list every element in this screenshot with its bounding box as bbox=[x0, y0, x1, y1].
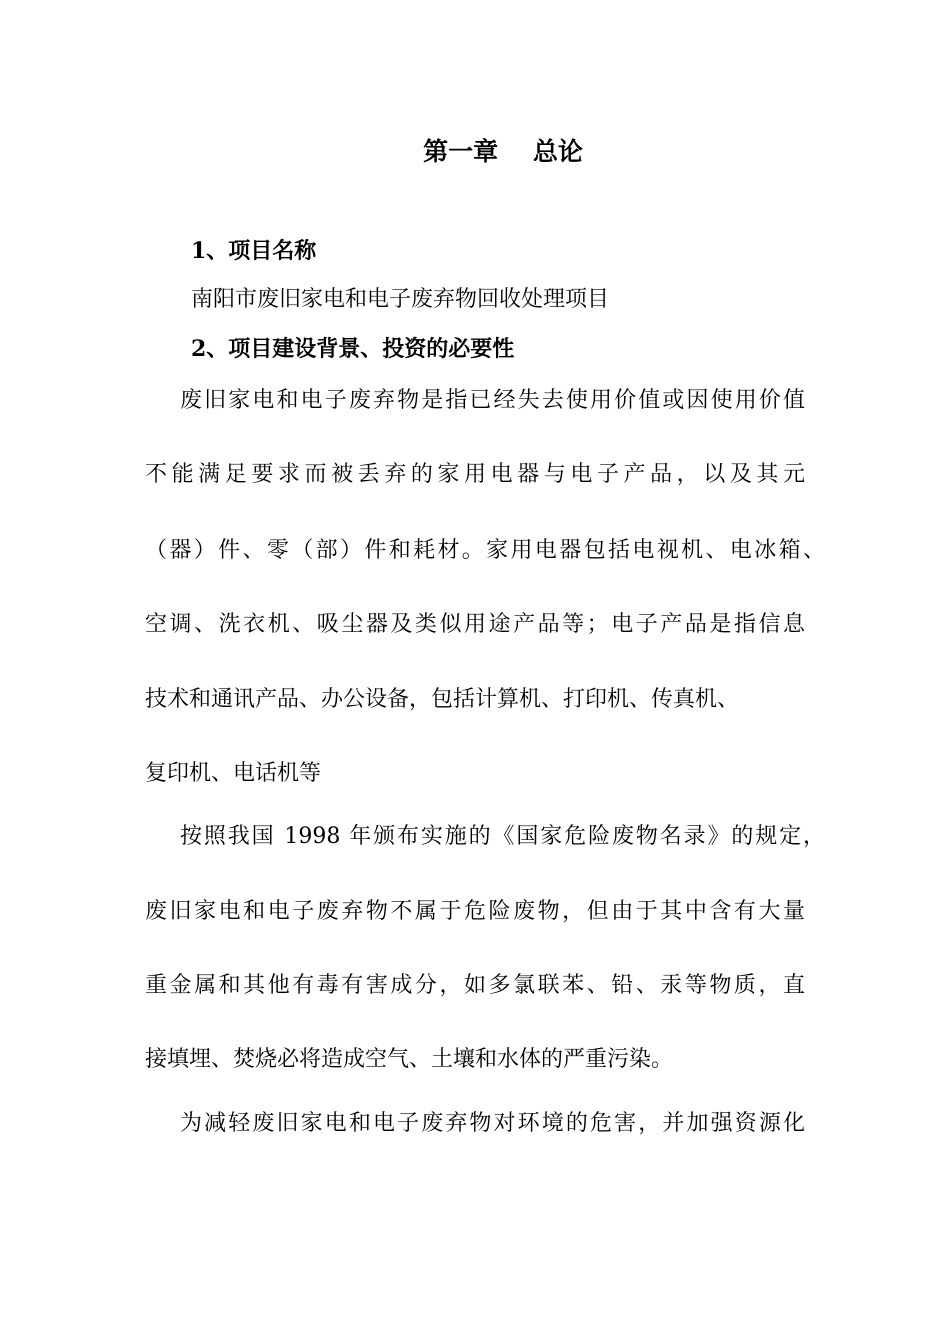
paragraph-1-line-2: 不能满足要求而被丢弃的家用电器与电子产品，以及其元 bbox=[145, 462, 805, 487]
paragraph-2-line-2: 废旧家电和电子废弃物不属于危险废物，但由于其中含有大量 bbox=[145, 899, 805, 924]
section-1-heading: 1、项目名称 bbox=[191, 238, 317, 264]
paragraph-1-line-4: 空调、洗衣机、吸尘器及类似用途产品等；电子产品是指信息 bbox=[145, 612, 805, 637]
paragraph-1-line-5: 技术和通讯产品、办公设备，包括计算机、打印机、传真机、 bbox=[145, 687, 740, 712]
paragraph-3-line-1: 为减轻废旧家电和电子废弃物对环境的危害，并加强资源化 bbox=[180, 1111, 805, 1136]
paragraph-2-line-4: 接填埋、焚烧必将造成空气、土壤和水体的严重污染。 bbox=[145, 1047, 674, 1072]
paragraph-2-line-3: 重金属和其他有毒有害成分，如多氯联苯、铅、汞等物质，直 bbox=[145, 973, 805, 998]
section-2-heading: 2、项目建设背景、投资的必要性 bbox=[191, 336, 515, 362]
paragraph-1-line-1: 废旧家电和电子废弃物是指已经失去使用价值或因使用价值 bbox=[180, 388, 805, 413]
paragraph-1-line-3: （器）件、零（部）件和耗材。家用电器包括电视机、电冰箱、 bbox=[145, 538, 825, 563]
project-name: 南阳市废旧家电和电子废弃物回收处理项目 bbox=[191, 287, 610, 312]
paragraph-1-line-6: 复印机、电话机等 bbox=[145, 761, 322, 786]
chapter-title: 第一章 总论 bbox=[423, 137, 583, 166]
paragraph-2-line-1: 按照我国 1998 年颁布实施的《国家危险废物名录》的规定， bbox=[180, 824, 825, 849]
